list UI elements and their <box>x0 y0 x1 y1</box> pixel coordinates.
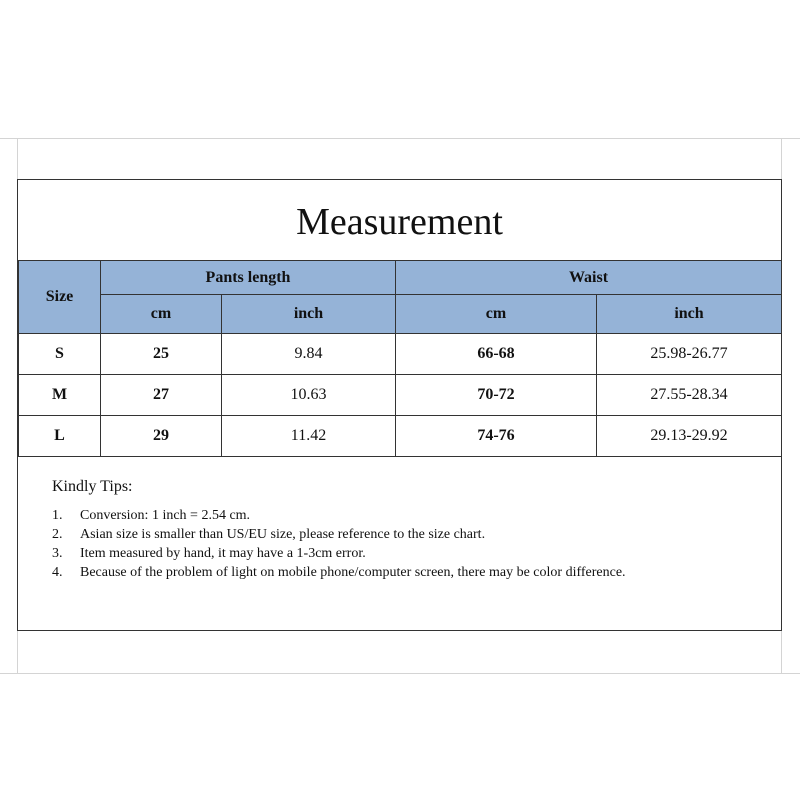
waist-cm-cell: 70-72 <box>396 375 597 416</box>
size-table <box>18 260 782 457</box>
list-item <box>52 563 752 582</box>
tips-heading: Kindly Tips: <box>52 478 133 495</box>
size-header: Size <box>19 261 101 334</box>
tip-number: 1. <box>52 508 63 523</box>
tip-number: 2. <box>52 527 63 542</box>
size-cell: M <box>19 375 101 416</box>
unit-header: cm <box>396 295 597 334</box>
tip-text: Because of the problem of light on mobile phone/computer screen, there may be color difference. <box>80 565 626 580</box>
unit-header: inch <box>222 295 396 334</box>
waist-inch-cell: 25.98-26.77 <box>597 334 782 375</box>
table-header-row <box>19 261 782 295</box>
chart-title: Measurement <box>296 201 503 243</box>
table-row <box>19 416 782 457</box>
waist-inch-cell: 29.13-29.92 <box>597 416 782 457</box>
pants-cm-cell: 25 <box>101 334 222 375</box>
tip-text: Asian size is smaller than US/EU size, please reference to the size chart. <box>80 527 486 542</box>
pants-inch-cell: 10.63 <box>222 375 396 416</box>
pants-inch-cell: 9.84 <box>222 334 396 375</box>
tip-text: Item measured by hand, it may have a 1-3cm error. <box>80 546 366 561</box>
list-item <box>52 544 752 563</box>
list-item <box>52 506 752 525</box>
page-top-rule <box>0 138 800 139</box>
table-row <box>19 334 782 375</box>
unit-header: cm <box>101 295 222 334</box>
tip-number: 3. <box>52 546 63 561</box>
list-item <box>52 525 752 544</box>
table-row <box>19 375 782 416</box>
pants-inch-cell: 11.42 <box>222 416 396 457</box>
waist-header: Waist <box>396 261 782 295</box>
tips-list <box>52 506 752 582</box>
kindly-tips <box>52 477 752 582</box>
size-cell: L <box>19 416 101 457</box>
measurement-chart <box>17 179 782 631</box>
waist-cm-cell: 74-76 <box>396 416 597 457</box>
pants-cm-cell: 29 <box>101 416 222 457</box>
tip-number: 4. <box>52 565 63 580</box>
pants-cm-cell: 27 <box>101 375 222 416</box>
waist-inch-cell: 27.55-28.34 <box>597 375 782 416</box>
size-cell: S <box>19 334 101 375</box>
tip-text: Conversion: 1 inch = 2.54 cm. <box>80 508 251 523</box>
unit-header: inch <box>597 295 782 334</box>
waist-cm-cell: 66-68 <box>396 334 597 375</box>
page-bottom-rule <box>0 673 800 674</box>
pants-length-header: Pants length <box>101 261 396 295</box>
table-unit-row <box>19 295 782 334</box>
